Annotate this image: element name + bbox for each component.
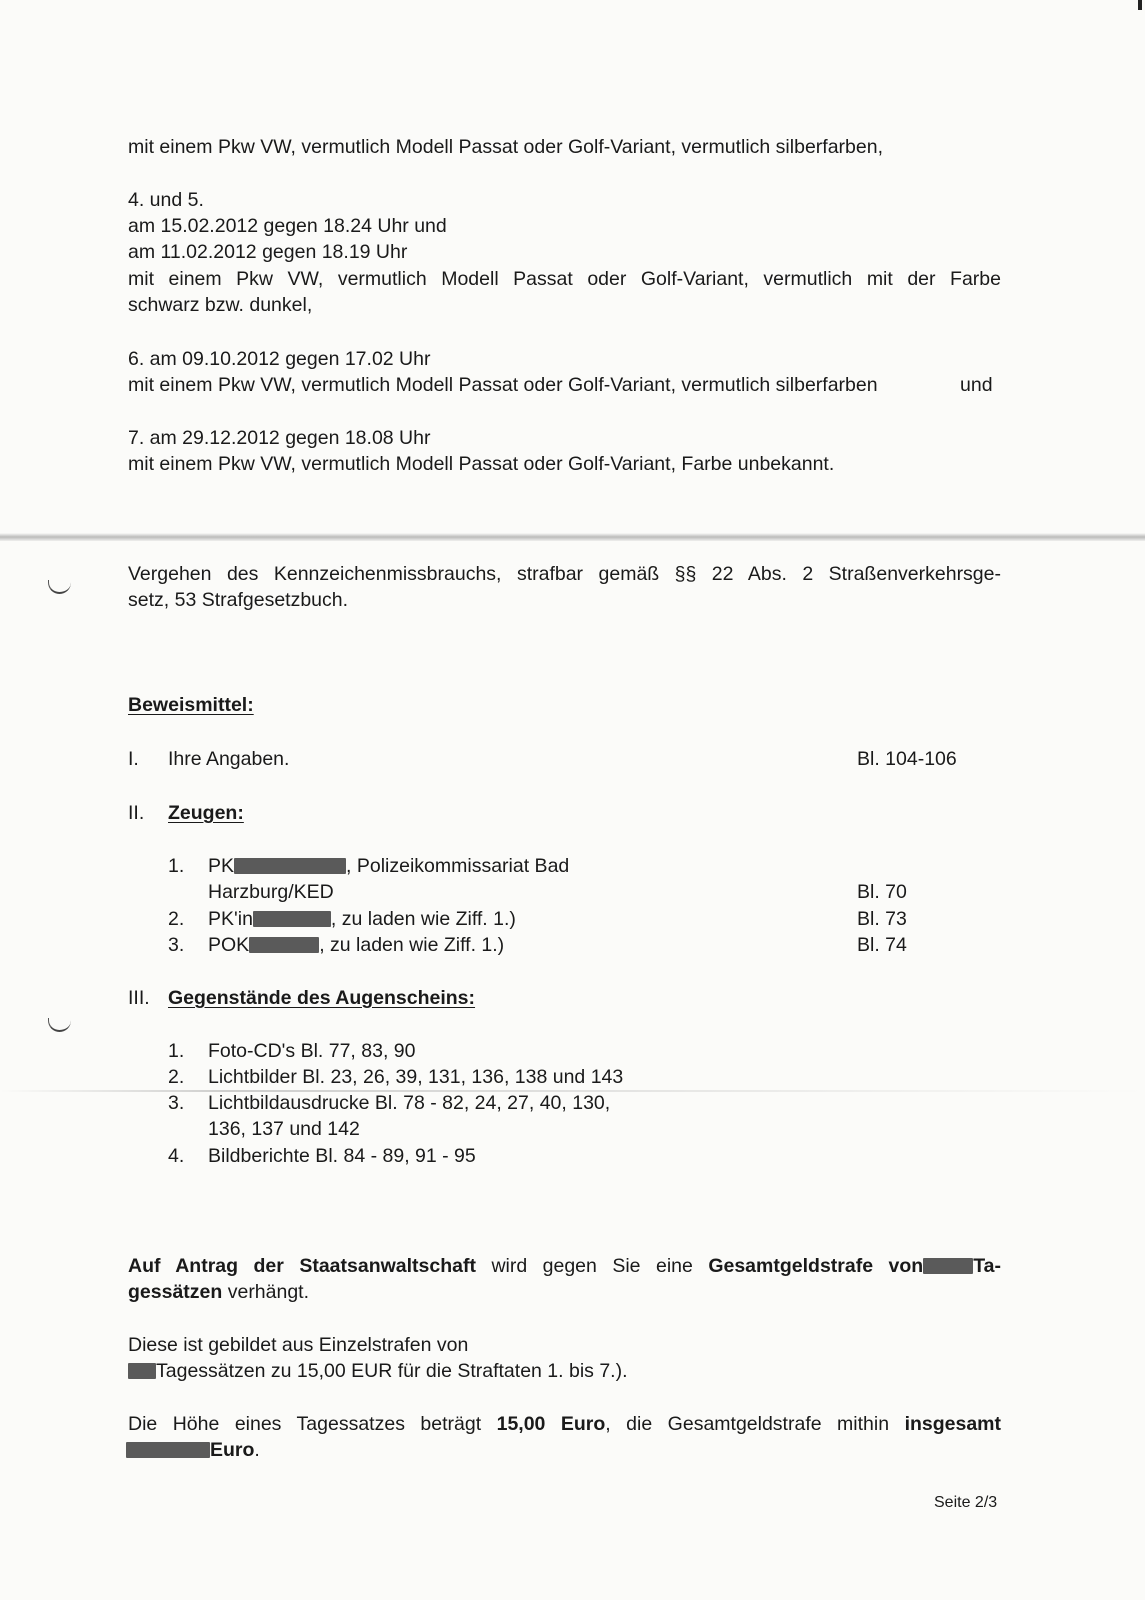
evidence-section-1-text: Ihre Angaben. [168,748,290,770]
penalty-composition-line-1: Diese ist gebildet aus Einzelstrafen von [128,1334,469,1356]
object-1-number: 1. [168,1040,185,1062]
witness-1-number: 1. [168,855,185,877]
witness-2-text: , zu laden wie Ziff. 1.) [330,908,516,930]
item-6-date: 6. am 09.10.2012 gegen 17.02 Uhr [128,348,431,370]
witness-3-text: , zu laden wie Ziff. 1.) [319,934,505,956]
penalty-total-label: , die Gesamtgeldstrafe mithin [605,1413,890,1435]
evidence-section-3-number: III. [128,987,150,1009]
item-6-und: und [960,374,993,396]
punch-mark-top [48,580,71,594]
punch-mark-bottom [48,1018,71,1032]
penalty-daily-rate-amount: 15,00 Euro [496,1413,606,1435]
redaction-bar [234,858,346,874]
object-1-text: Foto-CD's Bl. 77, 83, 90 [208,1040,416,1062]
evidence-section-1-number: I. [128,748,139,770]
item-4-5-description: mit einem Pkw VW, vermutlich Modell Passat oder Golf-Variant, vermutlich mit der Farbe [128,268,1001,290]
object-3-number: 3. [168,1092,185,1114]
page-number: Seite 2/3 [934,1494,998,1511]
object-4-text: Bildberichte Bl. 84 - 89, 91 - 95 [208,1145,476,1167]
object-2-number: 2. [168,1066,185,1088]
penalty-total-period: . [254,1439,260,1461]
visual-evidence-heading: Gegenstände des Augenscheins: [168,987,476,1009]
penalty-paragraph-line-2 [128,1279,309,1305]
item-6-description: mit einem Pkw VW, vermutlich Modell Passat oder Golf-Variant, vermutlich silberfarben [128,374,878,396]
penalty-total-currency: Euro [210,1439,255,1461]
redaction-bar [249,937,319,953]
penalty-request-bold: Auf Antrag der Staatsanwaltschaft [128,1255,476,1277]
witness-2-number: 2. [168,908,185,930]
redaction-bar [923,1258,973,1274]
witness-1-entry [208,853,569,879]
object-3-text-cont: 136, 137 und 142 [208,1118,360,1140]
witnesses-heading: Zeugen: [168,802,244,824]
witness-2-reference: Bl. 73 [857,908,907,930]
object-3-text: Lichtbildausdrucke Bl. 78 - 82, 24, 27, 40, 130, [208,1092,611,1114]
witness-1-reference: Bl. 70 [857,881,907,903]
item-4-5-description-cont: schwarz bzw. dunkel, [128,294,313,316]
witness-3-number: 3. [168,934,185,956]
penalty-daily-rates-cont: gessätzen [128,1281,223,1303]
penalty-daily-rates-hyphen: Ta- [973,1255,1001,1277]
witness-3-entry [208,932,504,958]
redaction-bar [128,1363,156,1379]
object-4-number: 4. [168,1145,185,1167]
witness-1-text-cont: Harzburg/KED [208,881,334,903]
penalty-composition-line-2 [128,1358,628,1384]
evidence-section-2-number: II. [128,802,145,824]
witness-1-text: , Polizeikommissariat Bad [346,855,570,877]
redaction-bar [253,911,331,927]
redaction-bar [126,1442,210,1458]
offense-statement-line-2: setz, 53 Strafgesetzbuch. [128,589,349,611]
evidence-section-1-reference: Bl. 104-106 [857,748,957,770]
item-7-description: mit einem Pkw VW, vermutlich Modell Passat oder Golf-Variant, Farbe unbekannt. [128,453,835,475]
penalty-paragraph-line-1 [128,1253,1001,1279]
penalty-total-fine-label: Gesamtgeldstrafe von [708,1255,924,1277]
penalty-rate-line-2 [126,1437,260,1463]
item-4-5-heading: 4. und 5. [128,189,204,211]
witness-3-reference: Bl. 74 [857,934,907,956]
penalty-total-word: insgesamt [904,1413,1002,1435]
penalty-against-you: wird gegen Sie eine [491,1255,693,1277]
witness-2-rank: PK'in [208,908,253,930]
penalty-imposed: verhängt. [227,1281,310,1303]
witness-1-rank: PK [208,855,235,877]
penalty-composition-text: Tagessätzen zu 15,00 EUR für die Straftaten 1. bis 7.). [156,1360,628,1382]
offense-line-silver-1: mit einem Pkw VW, vermutlich Modell Passat oder Golf-Variant, vermutlich silberfarben, [128,136,883,158]
evidence-heading: Beweismittel: [128,694,254,716]
offense-statement-line-1: Vergehen des Kennzeichenmissbrauchs, strafbar gemäß §§ 22 Abs. 2 Straßenverkehrsge- [128,563,1001,585]
item-4-5-date-2: am 11.02.2012 gegen 18.19 Uhr [128,241,408,263]
item-4-5-date-1: am 15.02.2012 gegen 18.24 Uhr und [128,215,447,237]
penalty-rate-label: Die Höhe eines Tagessatzes beträgt [128,1413,482,1435]
item-7-date: 7. am 29.12.2012 gegen 18.08 Uhr [128,427,431,449]
witness-2-entry [208,906,516,932]
penalty-rate-line-1 [128,1411,1001,1437]
paper-fold-line [0,533,1145,541]
witness-3-rank: POK [208,934,250,956]
right-edge-bar [1138,0,1142,10]
object-2-text: Lichtbilder Bl. 23, 26, 39, 131, 136, 138 und 143 [208,1066,624,1088]
